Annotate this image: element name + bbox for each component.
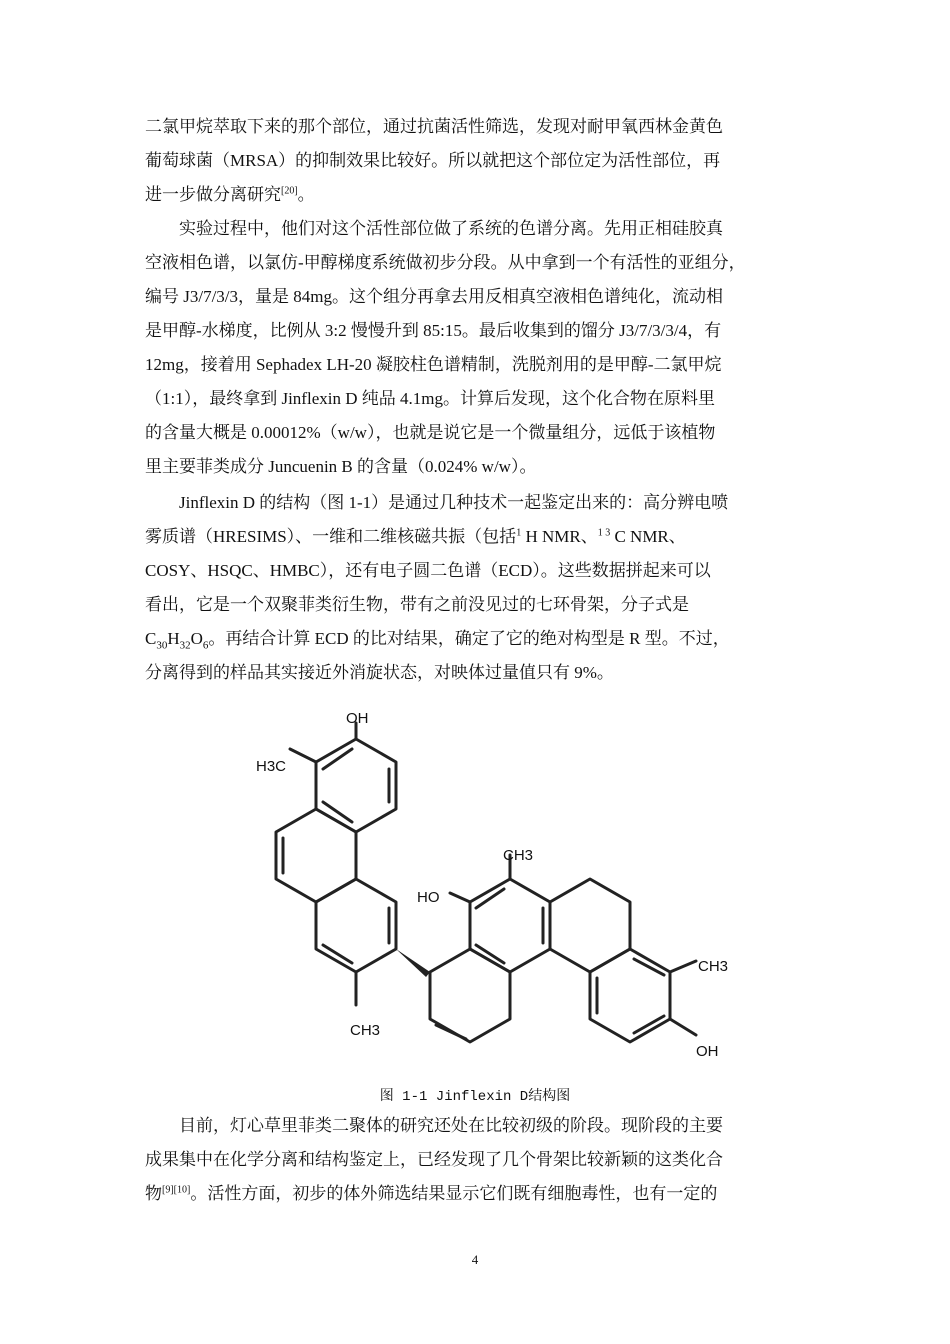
text-line: 空液相色谱，以氯仿-甲醇梯度系统做初步分段。从中拿到一个有活性的亚组分， (145, 253, 746, 272)
text-line: 12mg，接着用 Sephadex LH-20 凝胶柱色谱精制，洗脱剂用的是甲醇-二氯甲烷 (145, 355, 722, 374)
text-line: 的含量大概是 0.00012%（w/w），也就是说它是一个微量组分，远低于该植物 (145, 423, 716, 442)
text-segment: C NMR、 (610, 527, 686, 546)
text-line: Jinflexin D 的结构（图 1-1）是通过几种技术一起鉴定出来的：高分辨电喷 (179, 493, 729, 512)
text-segment: 进一步做分离研究 (145, 185, 281, 204)
label-ho-mid: HO (417, 889, 440, 906)
formula-subscript: 30 (156, 639, 168, 652)
text-line: 是甲醇-水梯度，比例从 3:2 慢慢升到 85:15。最后收集到的馏分 J3/7/3/3/4，有 (145, 321, 722, 340)
text-line: 编号 J3/7/3/3，量是 84mg。这个组分再拿去用反相真空液相色谱纯化，流动相 (145, 287, 724, 306)
page-number: 4 (471, 1252, 479, 1267)
citation-ref: [9][10] (162, 1184, 191, 1196)
text-line: 分离得到的样品其实接近外消旋状态，对映体过量值只有 9%。 (145, 663, 614, 682)
formula-c: C (145, 629, 157, 648)
superscript: 1 (516, 527, 522, 539)
label-oh-bottom: OH (696, 1043, 719, 1060)
text-line: （1:1），最终拿到 Jinflexin D 纯品 4.1mg。计算后发现，这个化合物在原料里 (145, 389, 715, 408)
text-line: 目前，灯心草里菲类二聚体的研究还处在比较初级的阶段。现阶段的主要 (179, 1116, 723, 1135)
structure-figure (250, 705, 730, 1070)
text-line (145, 622, 815, 656)
text-line: 看出，它是一个双聚菲类衍生物，带有之前没见过的七环骨架，分子式是 (145, 595, 689, 614)
figure-caption: 图 1-1 Jinflexin D结构图 (379, 1089, 571, 1105)
citation-ref: [20] (281, 185, 298, 197)
paragraph-1 (145, 110, 815, 212)
text-line (145, 178, 815, 212)
text-line: 里主要菲类成分 Juncuenin B 的含量（0.024% w/w）。 (145, 457, 537, 476)
text-line (145, 1177, 815, 1211)
text-line: COSY、HSQC、HMBC），还有电子圆二色谱（ECD）。这些数据拼起来可以 (145, 561, 711, 580)
text-segment: 。再结合计算 ECD 的比对结果，确定了它的绝对构型是 R 型。不过， (208, 629, 730, 648)
text-line: 二氯甲烷萃取下来的那个部位，通过抗菌活性筛选，发现对耐甲氧西林金黄色 (145, 117, 723, 136)
superscript: 1 3 (597, 527, 611, 539)
label-oh-top: OH (346, 710, 369, 727)
formula-h: H (167, 629, 180, 648)
formula-o: O (190, 629, 203, 648)
text-line (145, 520, 815, 554)
label-ch3-right: CH3 (698, 958, 729, 975)
text-line: 葡萄球菌（MRSA）的抑制效果比较好。所以就把这个部位定为活性部位，再 (145, 151, 721, 170)
wedge-bond (396, 949, 430, 977)
formula-subscript: 6 (202, 639, 209, 652)
text-line: 成果集中在化学分离和结构鉴定上，已经发现了几个骨架比较新颖的这类化合 (145, 1150, 723, 1169)
text-segment: H NMR、 (521, 527, 598, 546)
paragraph-4 (145, 1109, 815, 1211)
text-segment: 。 (297, 185, 315, 204)
jinflexin-d-structure (250, 705, 730, 1070)
text-line: 实验过程中，他们对这个活性部位做了系统的色谱分离。先用正相硅胶真 (179, 219, 723, 238)
label-ch3-mid: CH3 (503, 847, 534, 864)
label-ch3-bottom: CH3 (350, 1022, 381, 1039)
label-h3c: H3C (256, 758, 287, 775)
paragraph-2 (145, 212, 815, 484)
text-segment: 雾质谱（HRESIMS）、一维和二维核磁共振（包括 (145, 527, 517, 546)
text-segment: 物 (145, 1184, 162, 1203)
text-segment: 。活性方面，初步的体外筛选结果显示它们既有细胞毒性，也有一定的 (190, 1184, 718, 1203)
paragraph-3 (145, 486, 815, 690)
formula-subscript: 32 (179, 639, 191, 652)
